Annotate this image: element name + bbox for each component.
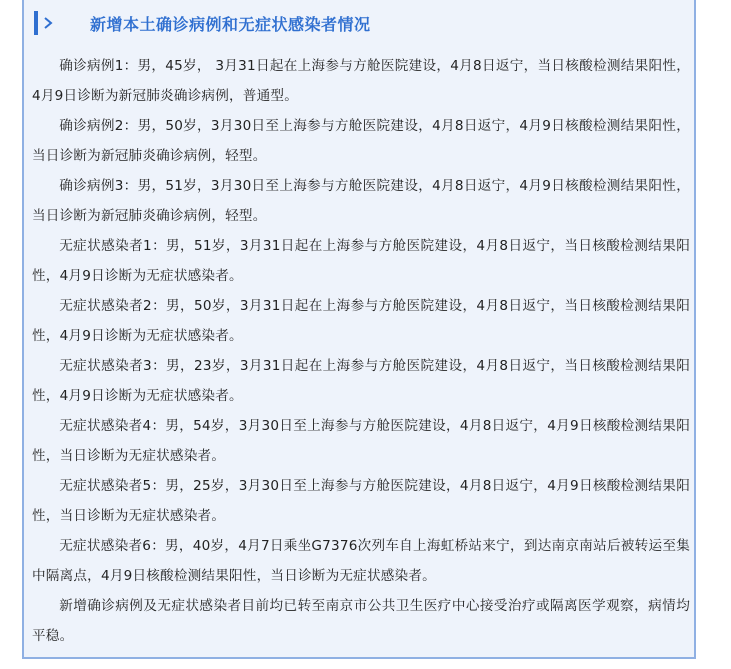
case-confirmed-2: 确诊病例2：男，50岁，3月30日至上海参与方舱医院建设，4月8日返宁，4月9日核酸检测结果阳性，当日诊断为新冠肺炎确诊病例，轻型。	[32, 118, 690, 164]
article-panel	[22, 0, 696, 659]
article-body	[32, 51, 690, 651]
chevron-right-icon	[42, 17, 54, 29]
case-confirmed-3: 确诊病例3：男，51岁，3月30日至上海参与方舱医院建设，4月8日返宁，4月9日核酸检测结果阳性，当日诊断为新冠肺炎确诊病例，轻型。	[32, 178, 690, 224]
case-asymptomatic-1: 无症状感染者1：男，51岁，3月31日起在上海参与方舱医院建设，4月8日返宁，当日核酸检测结果阳性，4月9日诊断为无症状感染者。	[32, 238, 690, 284]
case-asymptomatic-3: 无症状感染者3：男，23岁，3月31日起在上海参与方舱医院建设，4月8日返宁，当日核酸检测结果阳性，4月9日诊断为无症状感染者。	[32, 358, 690, 404]
case-asymptomatic-4: 无症状感染者4：男，54岁，3月30日至上海参与方舱医院建设，4月8日返宁，4月9日核酸检测结果阳性，当日诊断为无症状感染者。	[32, 418, 690, 464]
section-title: 新增本土确诊病例和无症状感染者情况	[90, 14, 371, 34]
case-confirmed-1: 确诊病例1：男，45岁， 3月31日起在上海参与方舱医院建设，4月8日返宁，当日核酸检测结果阳性，4月9日诊断为新冠肺炎确诊病例，普通型。	[32, 58, 690, 104]
title-accent-bar	[34, 11, 38, 35]
case-asymptomatic-2: 无症状感染者2：男，50岁，3月31日起在上海参与方舱医院建设，4月8日返宁，当日核酸检测结果阳性，4月9日诊断为无症状感染者。	[32, 298, 690, 344]
case-asymptomatic-5: 无症状感染者5：男，25岁，3月30日至上海参与方舱医院建设，4月8日返宁，4月9日核酸检测结果阳性，当日诊断为无症状感染者。	[32, 478, 690, 524]
case-asymptomatic-6: 无症状感染者6：男，40岁，4月7日乘坐G7376次列车自上海虹桥站来宁，到达南京南站后被转运至集中隔离点，4月9日核酸检测结果阳性，当日诊断为无症状感染者。	[32, 538, 690, 584]
section-header	[34, 8, 371, 38]
summary-paragraph: 新增确诊病例及无症状感染者目前均已转至南京市公共卫生医疗中心接受治疗或隔离医学观察，病情均平稳。	[32, 598, 690, 644]
